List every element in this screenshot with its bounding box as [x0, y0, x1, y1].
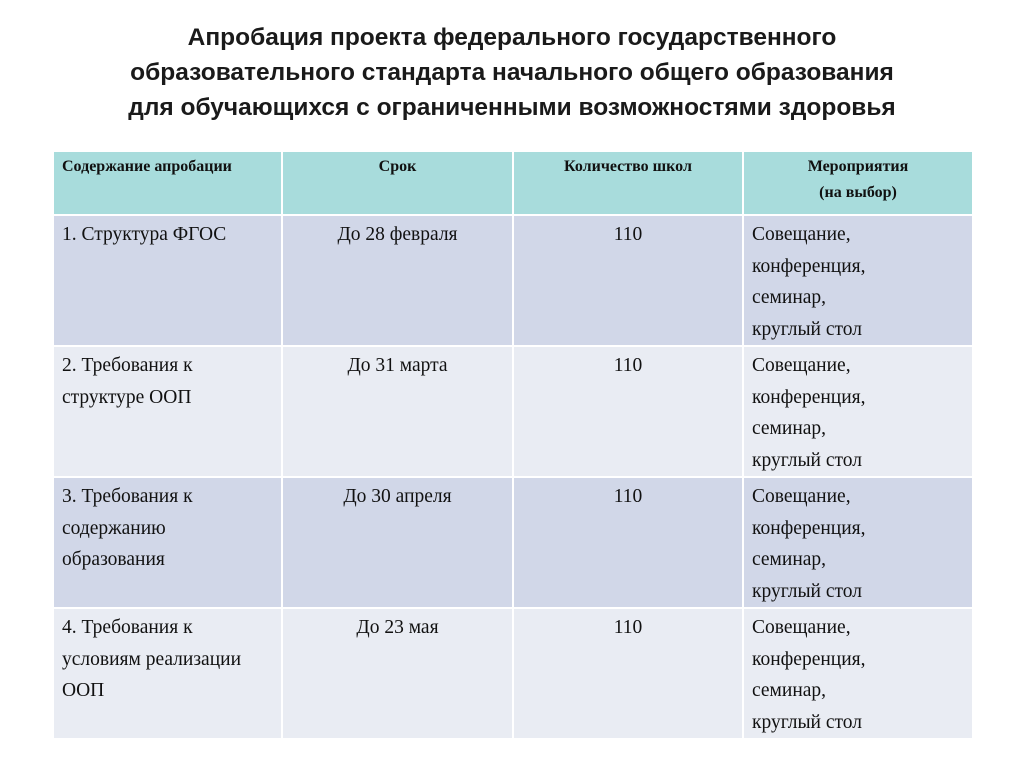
cell-count: 110 [513, 215, 743, 346]
event-line: Совещание, [752, 486, 851, 507]
event-line: семинар, [752, 549, 827, 570]
approbation-table [52, 150, 974, 740]
table-row [53, 608, 973, 739]
title-line: образовательного стандарта начального общего образования [130, 59, 894, 86]
event-line: круглый стол [752, 318, 863, 340]
event-line: конференция, [752, 386, 866, 408]
cell-events [743, 608, 973, 739]
cell-term: До 31 марта [282, 346, 513, 477]
event-line: конференция, [752, 517, 866, 539]
cell-topic [53, 477, 282, 608]
cell-count: 110 [513, 608, 743, 739]
table-row [53, 477, 973, 608]
topic-line: условиям реализации [62, 648, 242, 670]
topic-line: структуре ООП [62, 386, 192, 408]
event-line: Совещание, [752, 617, 851, 638]
cell-events [743, 477, 973, 608]
event-line: круглый стол [752, 580, 863, 602]
header-content [53, 151, 282, 215]
header-label: Количество школ [564, 158, 692, 175]
cell-term: До 28 февраля [282, 215, 513, 346]
header-label: Мероприятия [807, 158, 909, 175]
event-line: Совещание, [752, 224, 851, 245]
title-line: для обучающихся с ограниченными возможностями здоровья [128, 94, 896, 121]
cell-count: 110 [513, 477, 743, 608]
event-line: круглый стол [752, 449, 863, 471]
header-term [282, 151, 513, 215]
header-label: Содержание апробации [62, 158, 232, 175]
topic-line: 1. Структура ФГОС [62, 224, 227, 245]
cell-term: До 23 мая [282, 608, 513, 739]
header-label: Срок [378, 158, 417, 175]
topic-line: 2. Требования к [62, 355, 193, 376]
table-row [53, 215, 973, 346]
event-line: круглый стол [752, 711, 863, 733]
cell-events [743, 215, 973, 346]
header-label-note: (на выбор) [819, 184, 897, 201]
event-line: конференция, [752, 648, 866, 670]
topic-line: содержанию [62, 517, 166, 539]
cell-topic [53, 215, 282, 346]
table-row [53, 346, 973, 477]
cell-count: 110 [513, 346, 743, 477]
topic-line: 3. Требования к [62, 486, 193, 507]
event-line: конференция, [752, 255, 866, 277]
event-line: семинар, [752, 287, 827, 308]
slide-title [30, 20, 994, 125]
event-line: семинар, [752, 418, 827, 439]
topic-line: образования [62, 549, 165, 570]
table-header-row [53, 151, 973, 215]
header-school-count [513, 151, 743, 215]
cell-topic [53, 608, 282, 739]
title-line: Апробация проекта федерального государственного [187, 24, 837, 51]
header-events [743, 151, 973, 215]
topic-line: ООП [62, 680, 105, 701]
cell-events [743, 346, 973, 477]
event-line: Совещание, [752, 355, 851, 376]
topic-line: 4. Требования к [62, 617, 193, 638]
event-line: семинар, [752, 680, 827, 701]
cell-topic [53, 346, 282, 477]
cell-term: До 30 апреля [282, 477, 513, 608]
